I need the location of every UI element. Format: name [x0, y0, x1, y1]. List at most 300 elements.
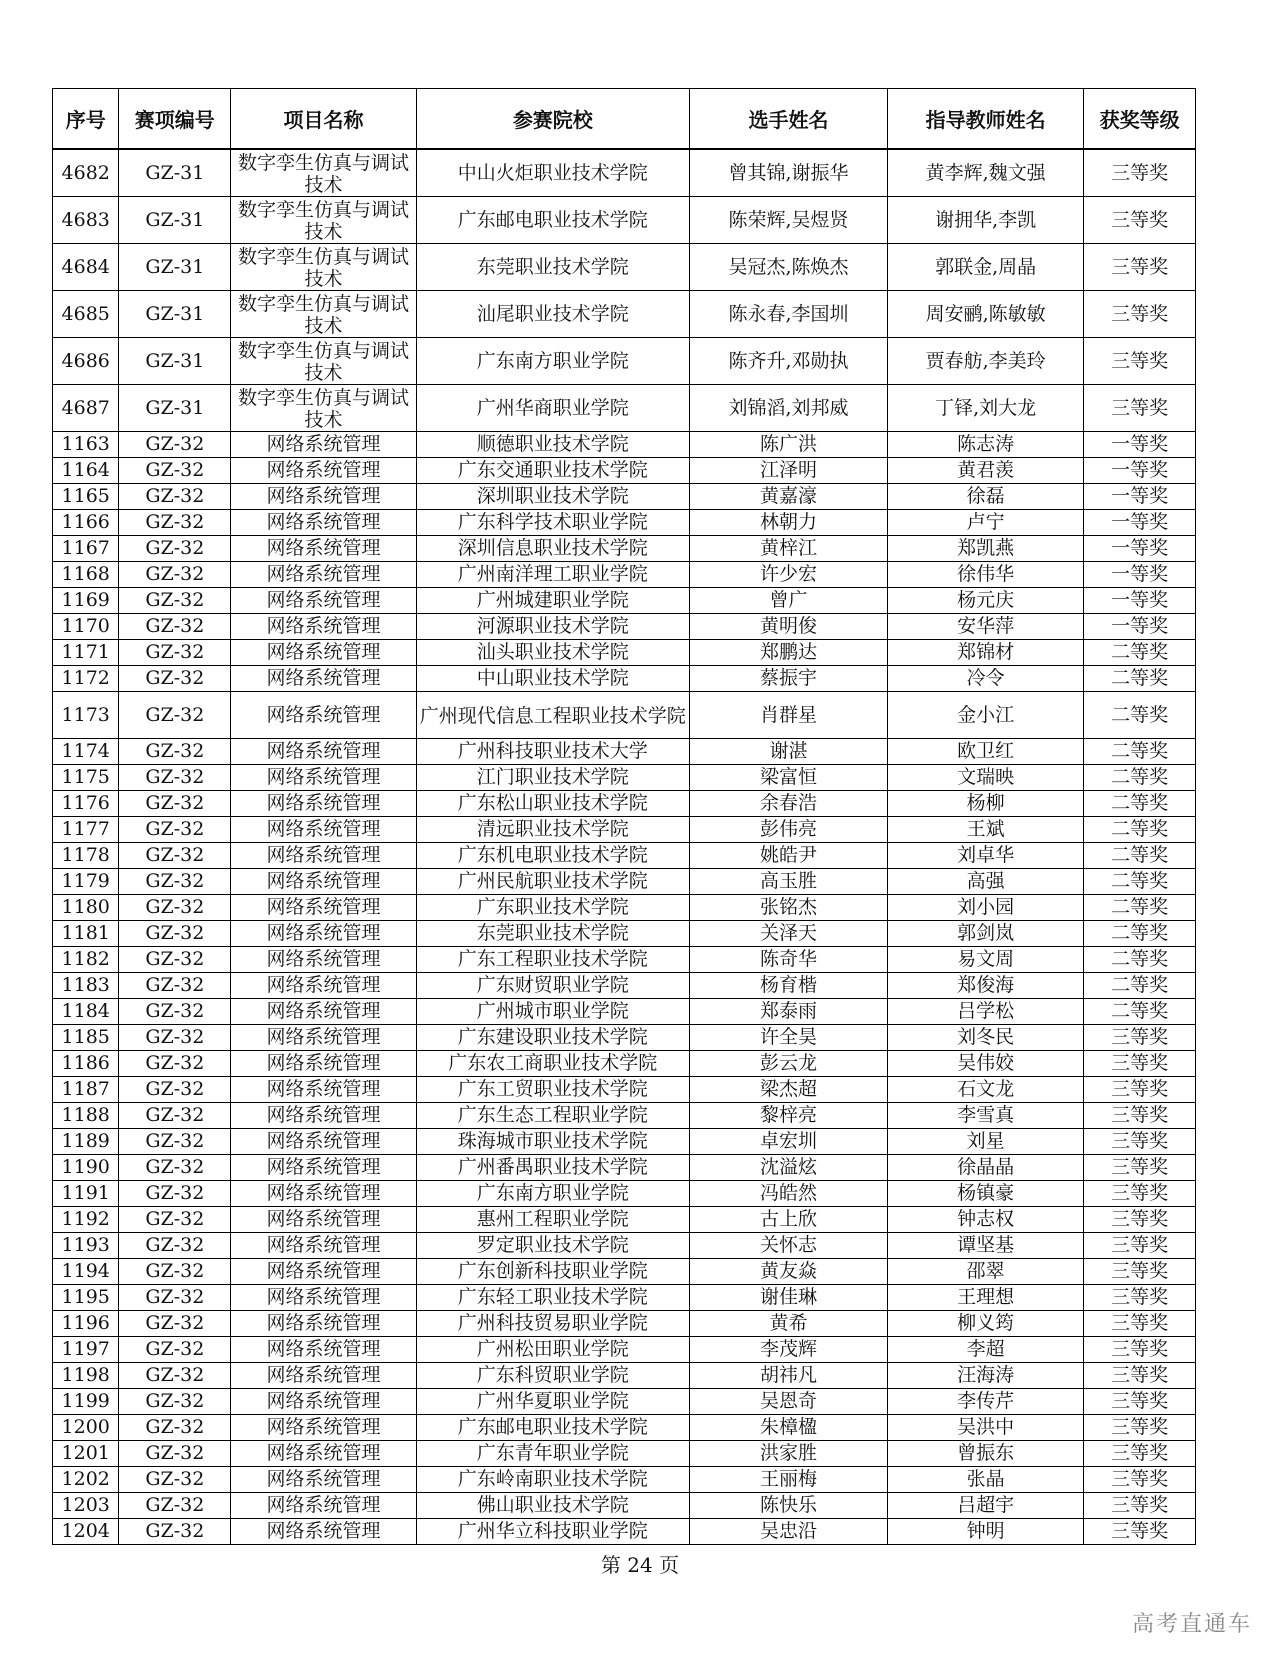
cell-project-name-text: 数字孪生仿真与调试技术 [237, 151, 409, 196]
cell-contestant: 许少宏 [689, 562, 887, 588]
cell-instructor: 易文周 [888, 947, 1084, 973]
cell-school: 中山火炬职业技术学院 [416, 149, 689, 197]
cell-index: 1173 [53, 692, 119, 739]
cell-event-code: GZ-32 [119, 843, 231, 869]
cell-event-code: GZ-31 [119, 291, 231, 338]
table-row [53, 1415, 1196, 1441]
cell-index: 4687 [53, 385, 119, 432]
cell-contestant: 郑泰雨 [689, 999, 887, 1025]
cell-award: 二等奖 [1084, 869, 1196, 895]
cell-school: 广东机电职业技术学院 [416, 843, 689, 869]
table-row [53, 692, 1196, 739]
cell-project-name: 网络系统管理 [231, 432, 417, 458]
cell-award: 三等奖 [1084, 244, 1196, 291]
cell-school: 广东创新科技职业学院 [416, 1259, 689, 1285]
cell-instructor: 刘小园 [888, 895, 1084, 921]
cell-index: 1182 [53, 947, 119, 973]
cell-award: 三等奖 [1084, 1311, 1196, 1337]
cell-instructor: 郭剑岚 [888, 921, 1084, 947]
cell-project-name: 网络系统管理 [231, 1311, 417, 1337]
table-row [53, 536, 1196, 562]
cell-award: 二等奖 [1084, 666, 1196, 692]
cell-index: 1195 [53, 1285, 119, 1311]
cell-instructor: 邵翠 [888, 1259, 1084, 1285]
table-row [53, 1103, 1196, 1129]
table-row [53, 791, 1196, 817]
cell-project-name: 网络系统管理 [231, 947, 417, 973]
cell-instructor: 郑俊海 [888, 973, 1084, 999]
cell-award: 二等奖 [1084, 692, 1196, 739]
table-row [53, 614, 1196, 640]
cell-project-name: 网络系统管理 [231, 869, 417, 895]
cell-project-name-text: 数字孪生仿真与调试技术 [237, 339, 409, 384]
cell-instructor: 刘星 [888, 1129, 1084, 1155]
cell-index: 1203 [53, 1493, 119, 1519]
cell-project-name: 网络系统管理 [231, 1519, 417, 1545]
cell-contestant: 关怀志 [689, 1233, 887, 1259]
table-row [53, 588, 1196, 614]
cell-project-name: 网络系统管理 [231, 1259, 417, 1285]
cell-contestant: 李茂辉 [689, 1337, 887, 1363]
table-row [53, 510, 1196, 536]
cell-school: 广州番禺职业技术学院 [416, 1155, 689, 1181]
cell-index: 1177 [53, 817, 119, 843]
cell-contestant: 黄嘉濠 [689, 484, 887, 510]
table-row [53, 1233, 1196, 1259]
table-row [53, 1441, 1196, 1467]
cell-project-name: 网络系统管理 [231, 510, 417, 536]
cell-index: 1168 [53, 562, 119, 588]
cell-index: 1172 [53, 666, 119, 692]
cell-award: 三等奖 [1084, 1493, 1196, 1519]
cell-award: 三等奖 [1084, 1467, 1196, 1493]
cell-event-code: GZ-32 [119, 1181, 231, 1207]
cell-index: 1178 [53, 843, 119, 869]
cell-index: 1199 [53, 1389, 119, 1415]
col-header-index: 序号 [53, 89, 119, 150]
cell-event-code: GZ-32 [119, 817, 231, 843]
cell-event-code: GZ-32 [119, 1207, 231, 1233]
cell-event-code: GZ-32 [119, 432, 231, 458]
table-row [53, 1493, 1196, 1519]
cell-contestant: 卓宏圳 [689, 1129, 887, 1155]
cell-event-code: GZ-32 [119, 666, 231, 692]
col-header-event-code: 赛项编号 [119, 89, 231, 150]
cell-event-code: GZ-32 [119, 1077, 231, 1103]
cell-school: 广东南方职业学院 [416, 1181, 689, 1207]
table-row [53, 1389, 1196, 1415]
table-row [53, 1181, 1196, 1207]
cell-award: 一等奖 [1084, 588, 1196, 614]
cell-school: 罗定职业技术学院 [416, 1233, 689, 1259]
cell-index: 1185 [53, 1025, 119, 1051]
cell-instructor: 曾振东 [888, 1441, 1084, 1467]
cell-index: 1175 [53, 765, 119, 791]
cell-project-name-text: 数字孪生仿真与调试技术 [237, 386, 409, 431]
table-row [53, 843, 1196, 869]
cell-instructor: 李超 [888, 1337, 1084, 1363]
cell-event-code: GZ-32 [119, 1441, 231, 1467]
cell-instructor: 徐伟华 [888, 562, 1084, 588]
table-row [53, 640, 1196, 666]
cell-project-name: 网络系统管理 [231, 895, 417, 921]
cell-contestant: 黄明俊 [689, 614, 887, 640]
cell-index: 1189 [53, 1129, 119, 1155]
cell-project-name: 网络系统管理 [231, 1467, 417, 1493]
cell-event-code: GZ-31 [119, 338, 231, 385]
page-number: 第 24 页 [600, 1553, 680, 1577]
cell-event-code: GZ-32 [119, 1311, 231, 1337]
cell-school: 广东邮电职业技术学院 [416, 197, 689, 244]
cell-award: 二等奖 [1084, 895, 1196, 921]
cell-index: 1202 [53, 1467, 119, 1493]
cell-award: 三等奖 [1084, 1103, 1196, 1129]
cell-school: 广东工程职业技术学院 [416, 947, 689, 973]
cell-instructor: 卢宁 [888, 510, 1084, 536]
cell-contestant: 陈快乐 [689, 1493, 887, 1519]
cell-event-code: GZ-32 [119, 614, 231, 640]
cell-school: 广州华立科技职业学院 [416, 1519, 689, 1545]
cell-project-name: 网络系统管理 [231, 973, 417, 999]
cell-project-name: 网络系统管理 [231, 588, 417, 614]
cell-project-name [231, 385, 417, 432]
cell-index: 1201 [53, 1441, 119, 1467]
cell-event-code: GZ-31 [119, 149, 231, 197]
cell-contestant: 谢湛 [689, 739, 887, 765]
cell-project-name-text: 数字孪生仿真与调试技术 [237, 198, 409, 243]
cell-contestant: 梁杰超 [689, 1077, 887, 1103]
cell-school: 中山职业技术学院 [416, 666, 689, 692]
cell-index: 4684 [53, 244, 119, 291]
cell-project-name: 网络系统管理 [231, 1493, 417, 1519]
cell-instructor: 高强 [888, 869, 1084, 895]
cell-award: 三等奖 [1084, 1051, 1196, 1077]
cell-event-code: GZ-32 [119, 1389, 231, 1415]
cell-school: 广东松山职业技术学院 [416, 791, 689, 817]
cell-contestant: 谢佳琳 [689, 1285, 887, 1311]
cell-school: 广东岭南职业技术学院 [416, 1467, 689, 1493]
cell-index: 1171 [53, 640, 119, 666]
cell-award: 三等奖 [1084, 1415, 1196, 1441]
cell-school: 清远职业技术学院 [416, 817, 689, 843]
cell-project-name: 网络系统管理 [231, 1389, 417, 1415]
cell-project-name: 网络系统管理 [231, 817, 417, 843]
cell-school: 广东邮电职业技术学院 [416, 1415, 689, 1441]
cell-index: 1200 [53, 1415, 119, 1441]
cell-project-name: 网络系统管理 [231, 1337, 417, 1363]
cell-project-name: 网络系统管理 [231, 1285, 417, 1311]
cell-event-code: GZ-32 [119, 510, 231, 536]
cell-instructor: 欧卫红 [888, 739, 1084, 765]
cell-instructor: 丁铎,刘大龙 [888, 385, 1084, 432]
cell-project-name: 网络系统管理 [231, 1233, 417, 1259]
col-header-award: 获奖等级 [1084, 89, 1196, 150]
cell-school: 广东交通职业技术学院 [416, 458, 689, 484]
cell-school: 深圳信息职业技术学院 [416, 536, 689, 562]
cell-award: 三等奖 [1084, 1519, 1196, 1545]
cell-contestant: 吴冠杰,陈焕杰 [689, 244, 887, 291]
table-row [53, 1129, 1196, 1155]
cell-contestant: 曾其锦,谢振华 [689, 149, 887, 197]
cell-project-name: 网络系统管理 [231, 692, 417, 739]
cell-school: 广州科技贸易职业学院 [416, 1311, 689, 1337]
cell-contestant: 姚皓尹 [689, 843, 887, 869]
table-row [53, 244, 1196, 291]
cell-contestant: 黄希 [689, 1311, 887, 1337]
cell-instructor: 张晶 [888, 1467, 1084, 1493]
cell-award: 三等奖 [1084, 1233, 1196, 1259]
table-row [53, 338, 1196, 385]
cell-instructor: 吕超宇 [888, 1493, 1084, 1519]
table-row [53, 1337, 1196, 1363]
cell-event-code: GZ-32 [119, 1025, 231, 1051]
cell-project-name: 网络系统管理 [231, 739, 417, 765]
cell-award: 二等奖 [1084, 765, 1196, 791]
cell-event-code: GZ-32 [119, 1155, 231, 1181]
cell-instructor: 吕学松 [888, 999, 1084, 1025]
cell-school: 广东生态工程职业学院 [416, 1103, 689, 1129]
cell-instructor: 徐磊 [888, 484, 1084, 510]
table-row [53, 1051, 1196, 1077]
table-row [53, 562, 1196, 588]
col-header-contestant: 选手姓名 [689, 89, 887, 150]
cell-instructor: 吴洪中 [888, 1415, 1084, 1441]
cell-project-name: 网络系统管理 [231, 484, 417, 510]
cell-school: 广东工贸职业技术学院 [416, 1077, 689, 1103]
cell-event-code: GZ-32 [119, 1337, 231, 1363]
cell-event-code: GZ-32 [119, 1519, 231, 1545]
cell-index: 4686 [53, 338, 119, 385]
cell-school: 广东职业技术学院 [416, 895, 689, 921]
cell-award: 二等奖 [1084, 843, 1196, 869]
cell-school: 东莞职业技术学院 [416, 244, 689, 291]
col-header-school: 参赛院校 [416, 89, 689, 150]
cell-contestant: 陈永春,李国圳 [689, 291, 887, 338]
cell-index: 1196 [53, 1311, 119, 1337]
cell-project-name: 网络系统管理 [231, 999, 417, 1025]
cell-school: 顺德职业技术学院 [416, 432, 689, 458]
cell-instructor: 周安鹂,陈敏敏 [888, 291, 1084, 338]
cell-index: 1164 [53, 458, 119, 484]
cell-project-name-text: 数字孪生仿真与调试技术 [237, 292, 409, 337]
cell-instructor: 陈志涛 [888, 432, 1084, 458]
cell-school: 广东科贸职业学院 [416, 1363, 689, 1389]
cell-award: 一等奖 [1084, 432, 1196, 458]
cell-index: 1194 [53, 1259, 119, 1285]
cell-project-name [231, 197, 417, 244]
cell-school: 惠州工程职业学院 [416, 1207, 689, 1233]
cell-event-code: GZ-32 [119, 1259, 231, 1285]
cell-instructor: 钟志权 [888, 1207, 1084, 1233]
cell-project-name: 网络系统管理 [231, 1077, 417, 1103]
table-header-row [53, 89, 1196, 150]
cell-instructor: 刘卓华 [888, 843, 1084, 869]
cell-award: 三等奖 [1084, 149, 1196, 197]
cell-school: 广东青年职业学院 [416, 1441, 689, 1467]
cell-event-code: GZ-31 [119, 197, 231, 244]
table-row [53, 291, 1196, 338]
cell-school: 汕头职业技术学院 [416, 640, 689, 666]
cell-instructor: 郭联金,周晶 [888, 244, 1084, 291]
cell-school: 广东建设职业技术学院 [416, 1025, 689, 1051]
cell-instructor: 钟明 [888, 1519, 1084, 1545]
cell-project-name: 网络系统管理 [231, 843, 417, 869]
cell-award: 二等奖 [1084, 739, 1196, 765]
table-row [53, 1363, 1196, 1389]
cell-instructor: 安华萍 [888, 614, 1084, 640]
cell-award: 二等奖 [1084, 817, 1196, 843]
cell-instructor: 金小江 [888, 692, 1084, 739]
cell-instructor: 贾春舫,李美玲 [888, 338, 1084, 385]
cell-contestant: 陈齐升,邓勋执 [689, 338, 887, 385]
cell-school: 广州南洋理工职业学院 [416, 562, 689, 588]
cell-event-code: GZ-32 [119, 947, 231, 973]
cell-index: 1192 [53, 1207, 119, 1233]
cell-event-code: GZ-32 [119, 562, 231, 588]
cell-project-name [231, 338, 417, 385]
cell-instructor: 王理想 [888, 1285, 1084, 1311]
cell-index: 1163 [53, 432, 119, 458]
table-row [53, 921, 1196, 947]
cell-event-code: GZ-31 [119, 385, 231, 432]
cell-award: 三等奖 [1084, 1337, 1196, 1363]
cell-award: 三等奖 [1084, 1129, 1196, 1155]
cell-instructor: 徐晶晶 [888, 1155, 1084, 1181]
cell-project-name: 网络系统管理 [231, 765, 417, 791]
cell-project-name: 网络系统管理 [231, 536, 417, 562]
table-row [53, 895, 1196, 921]
cell-event-code: GZ-32 [119, 1103, 231, 1129]
cell-project-name: 网络系统管理 [231, 1103, 417, 1129]
cell-event-code: GZ-32 [119, 791, 231, 817]
cell-award: 一等奖 [1084, 614, 1196, 640]
cell-award: 二等奖 [1084, 640, 1196, 666]
cell-event-code: GZ-32 [119, 739, 231, 765]
cell-project-name: 网络系统管理 [231, 1363, 417, 1389]
cell-school: 江门职业技术学院 [416, 765, 689, 791]
cell-contestant: 吴忠沿 [689, 1519, 887, 1545]
cell-award: 三等奖 [1084, 197, 1196, 244]
cell-contestant: 陈广洪 [689, 432, 887, 458]
cell-index: 1170 [53, 614, 119, 640]
cell-award: 三等奖 [1084, 291, 1196, 338]
cell-school: 广州科技职业技术大学 [416, 739, 689, 765]
cell-project-name: 网络系统管理 [231, 1129, 417, 1155]
cell-instructor: 冷令 [888, 666, 1084, 692]
table-row [53, 1259, 1196, 1285]
table-row [53, 1519, 1196, 1545]
col-header-project-name: 项目名称 [231, 89, 417, 150]
table-row [53, 385, 1196, 432]
cell-event-code: GZ-32 [119, 588, 231, 614]
table-row [53, 432, 1196, 458]
cell-event-code: GZ-32 [119, 692, 231, 739]
cell-instructor: 谢拥华,李凯 [888, 197, 1084, 244]
cell-index: 1169 [53, 588, 119, 614]
cell-instructor: 郑凯燕 [888, 536, 1084, 562]
cell-award: 三等奖 [1084, 1441, 1196, 1467]
cell-instructor: 杨镇豪 [888, 1181, 1084, 1207]
cell-event-code: GZ-32 [119, 1285, 231, 1311]
table-row [53, 1155, 1196, 1181]
cell-award: 一等奖 [1084, 562, 1196, 588]
cell-project-name: 网络系统管理 [231, 1025, 417, 1051]
cell-instructor: 石文龙 [888, 1077, 1084, 1103]
table-body [53, 149, 1196, 1545]
cell-school: 广东科学技术职业学院 [416, 510, 689, 536]
cell-school: 深圳职业技术学院 [416, 484, 689, 510]
cell-project-name: 网络系统管理 [231, 1051, 417, 1077]
award-table [52, 88, 1196, 1545]
cell-event-code: GZ-32 [119, 1129, 231, 1155]
cell-contestant: 洪家胜 [689, 1441, 887, 1467]
cell-instructor: 吴伟姣 [888, 1051, 1084, 1077]
cell-project-name: 网络系统管理 [231, 1441, 417, 1467]
table-row [53, 869, 1196, 895]
table-row [53, 666, 1196, 692]
cell-index: 1174 [53, 739, 119, 765]
cell-event-code: GZ-32 [119, 1415, 231, 1441]
cell-school: 广州民航职业技术学院 [416, 869, 689, 895]
cell-instructor: 黄李辉,魏文强 [888, 149, 1084, 197]
cell-event-code: GZ-32 [119, 765, 231, 791]
cell-contestant: 梁富恒 [689, 765, 887, 791]
cell-index: 1183 [53, 973, 119, 999]
cell-project-name [231, 149, 417, 197]
cell-event-code: GZ-32 [119, 536, 231, 562]
cell-contestant: 余春浩 [689, 791, 887, 817]
cell-index: 1197 [53, 1337, 119, 1363]
cell-project-name: 网络系统管理 [231, 640, 417, 666]
cell-event-code: GZ-32 [119, 1051, 231, 1077]
cell-contestant: 沈溢炫 [689, 1155, 887, 1181]
cell-project-name: 网络系统管理 [231, 562, 417, 588]
cell-instructor: 刘冬民 [888, 1025, 1084, 1051]
cell-index: 1204 [53, 1519, 119, 1545]
table-row [53, 484, 1196, 510]
cell-award: 一等奖 [1084, 536, 1196, 562]
cell-instructor: 汪海涛 [888, 1363, 1084, 1389]
cell-event-code: GZ-32 [119, 1233, 231, 1259]
cell-contestant: 黄友焱 [689, 1259, 887, 1285]
cell-project-name: 网络系统管理 [231, 458, 417, 484]
cell-instructor: 杨元庆 [888, 588, 1084, 614]
cell-event-code: GZ-32 [119, 458, 231, 484]
cell-school: 广东轻工职业技术学院 [416, 1285, 689, 1311]
table-row [53, 973, 1196, 999]
cell-event-code: GZ-32 [119, 895, 231, 921]
cell-index: 4682 [53, 149, 119, 197]
cell-contestant: 蔡振宇 [689, 666, 887, 692]
cell-school: 广州城建职业学院 [416, 588, 689, 614]
cell-index: 4685 [53, 291, 119, 338]
cell-instructor: 李传芹 [888, 1389, 1084, 1415]
table-row [53, 1077, 1196, 1103]
cell-award: 一等奖 [1084, 484, 1196, 510]
cell-award: 三等奖 [1084, 385, 1196, 432]
table-row [53, 149, 1196, 197]
cell-index: 1166 [53, 510, 119, 536]
cell-contestant: 黎梓亮 [689, 1103, 887, 1129]
cell-index: 1191 [53, 1181, 119, 1207]
cell-project-name: 网络系统管理 [231, 614, 417, 640]
cell-school: 广州华商职业学院 [416, 385, 689, 432]
table-row [53, 1311, 1196, 1337]
cell-index: 1179 [53, 869, 119, 895]
cell-index: 4683 [53, 197, 119, 244]
cell-contestant: 刘锦滔,刘邦威 [689, 385, 887, 432]
cell-project-name: 网络系统管理 [231, 1155, 417, 1181]
